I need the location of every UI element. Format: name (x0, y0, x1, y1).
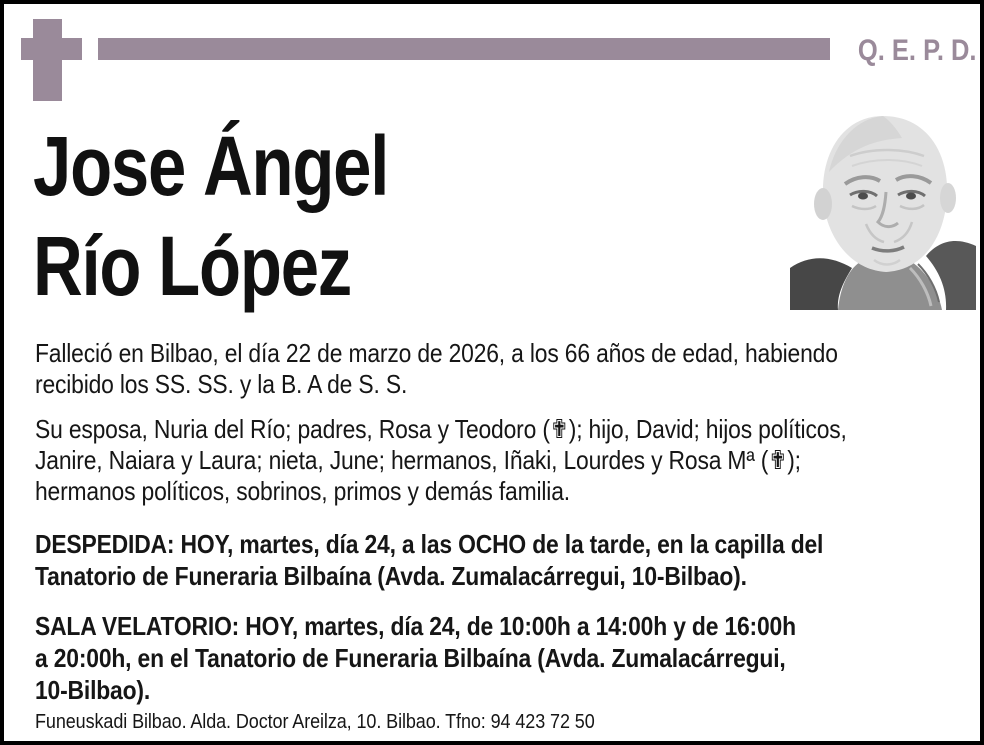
text-line: Funeuskadi Bilbao. Alda. Doctor Areilza, 10. Bilbao. Tfno: 94 423 72 50 (35, 711, 595, 733)
text-line: DESPEDIDA: HOY, martes, día 24, a las OCHO de la tarde, en la capilla del (35, 529, 824, 559)
death-notice-paragraph (35, 338, 947, 400)
deceased-name-line: Jose Ángel (33, 119, 389, 213)
text-line: Falleció en Bilbao, el día 22 de marzo de 2026, a los 66 años de edad, habiendo (35, 338, 838, 368)
funeral-home-info (35, 710, 657, 734)
text-line: Su esposa, Nuria del Río; padres, Rosa y Teodoro (✟); hijo, David; hijos políticos, (35, 414, 847, 444)
qepd-label: Q. E. P. D. (857, 34, 976, 67)
deceased-name (33, 116, 466, 316)
text-line: a 20:00h, en el Tanatorio de Funeraria Bilbaína (Avda. Zumalacárregui, (35, 643, 786, 673)
deceased-name-line: Río López (33, 219, 351, 313)
despedida-paragraph (35, 528, 931, 592)
portrait-photo-graphic (790, 100, 976, 310)
text-line: recibido los SS. SS. y la B. A de S. S. (35, 369, 408, 399)
text-line: Janire, Naiara y Laura; nieta, June; hermanos, Iñaki, Lourdes y Rosa Mª (✟); (35, 445, 801, 475)
portrait-photo (790, 100, 976, 310)
text-line: SALA VELATORIO: HOY, martes, día 24, de 10:00h a 14:00h y de 16:00h (35, 611, 796, 641)
cross-vertical-bar (33, 19, 62, 101)
text-line: Tanatorio de Funeraria Bilbaína (Avda. Zumalacárregui, 10-Bilbao). (35, 561, 747, 591)
sala-velatorio-paragraph (35, 610, 900, 706)
family-paragraph (35, 414, 957, 507)
cross-horizontal-bar (21, 38, 82, 60)
header-rule (98, 38, 830, 60)
text-line: 10-Bilbao). (35, 675, 151, 705)
text-line: hermanos políticos, sobrinos, primos y demás familia. (35, 476, 570, 506)
